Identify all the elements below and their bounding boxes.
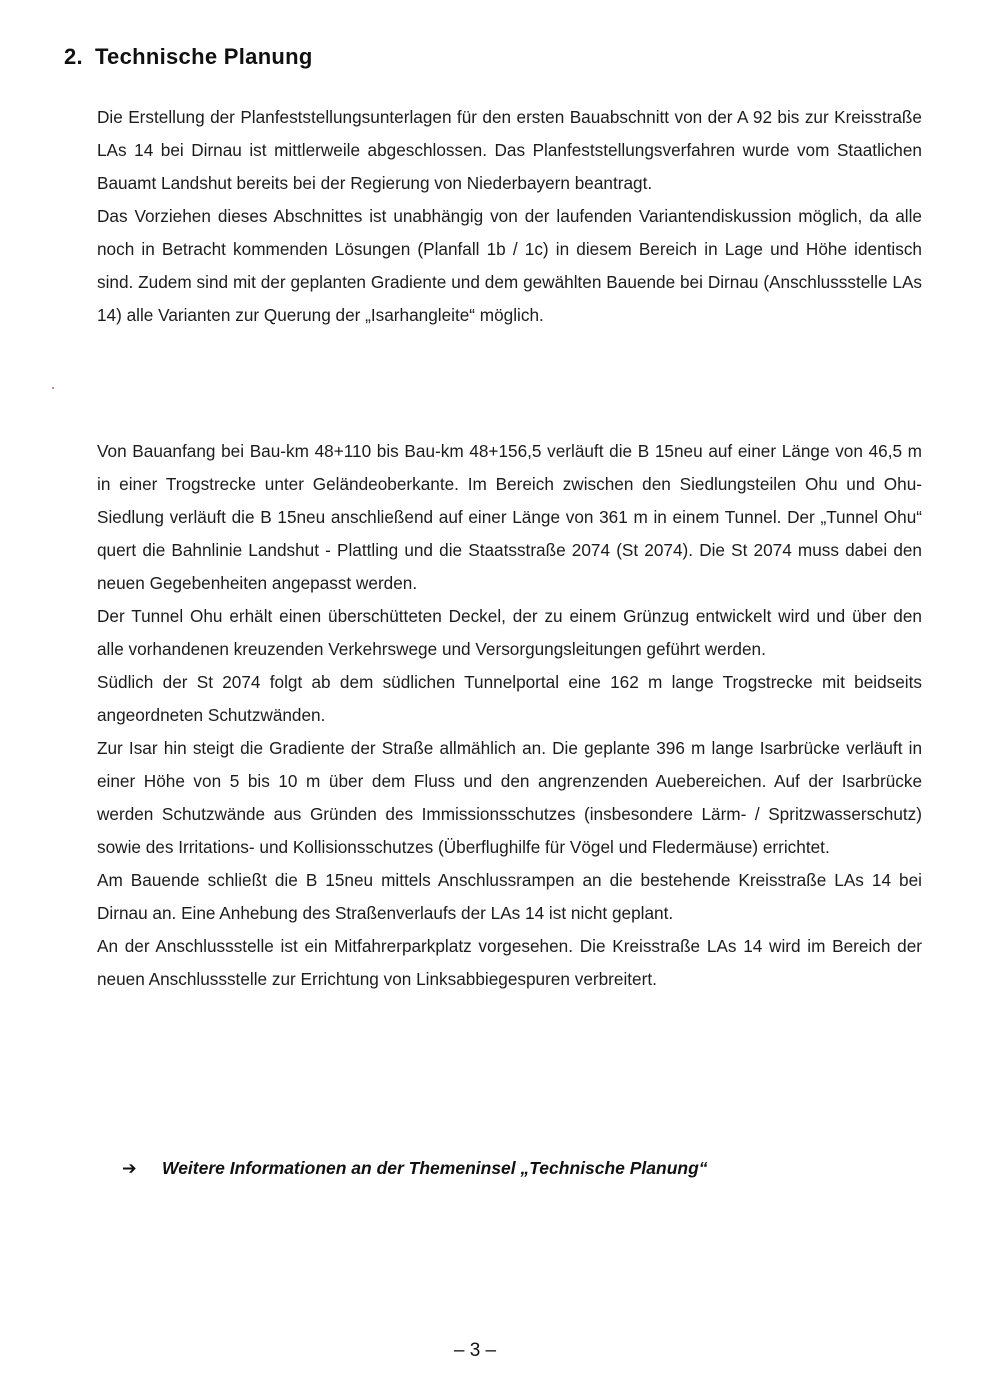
- scan-speck: [52, 387, 54, 389]
- section-heading: [64, 44, 313, 70]
- paragraph: Zur Isar hin steigt die Gradiente der Straße allmählich an. Die geplante 396 m lange Isarbrücke verläuft in einer Höhe von 5 bis 10 m über dem Fluss und den angrenzenden Auebereichen. Auf der Isarbrücke werden Schutzwände aus Gründen des Immissionsschutzes (insbesondere Lärm- / Spritzwasserschutz) sowie des Irritations- und Kollisionsschutzes (Überflughilfe für Vögel und Fledermäuse) errichtet.: [97, 738, 922, 857]
- paragraph: Von Bauanfang bei Bau-km 48+110 bis Bau-km 48+156,5 verläuft die B 15neu auf einer Länge von 46,5 m in einer Trogstrecke unter Geländeoberkante. Im Bereich zwischen den Siedlungsteilen Ohu und Ohu-Siedlung verläuft die B 15neu anschließend auf einer Länge von 361 m in einem Tunnel. Der „Tunnel Ohu“ quert die Bahnlinie Landshut - Plattling und die Staatsstraße 2074 (St 2074). Die St 2074 muss dabei den neuen Gegebenheiten angepasst werden.: [97, 441, 922, 593]
- further-info-note: [122, 1158, 708, 1179]
- route-description-block: [97, 435, 922, 996]
- paragraph: Die Erstellung der Planfeststellungsunterlagen für den ersten Bauabschnitt von der A 92 bis zur Kreisstraße LAs 14 bei Dirnau ist mittlerweile abgeschlossen. Das Planfeststellungsverfahren wurde vom Staatlichen Bauamt Landshut bereits bei der Regierung von Niederbayern beantragt.: [97, 107, 922, 193]
- paragraph: Südlich der St 2074 folgt ab dem südlichen Tunnelportal eine 162 m lange Trogstrecke mit beidseits angeordneten Schutzwänden.: [97, 672, 922, 725]
- paragraph: Am Bauende schließt die B 15neu mittels Anschlussrampen an die bestehende Kreisstraße LAs 14 bei Dirnau an. Eine Anhebung des Straßenverlaufs der LAs 14 ist nicht geplant.: [97, 870, 922, 923]
- section-number: 2.: [64, 44, 83, 69]
- further-info-text: Weitere Informationen an der Themeninsel „Technische Planung“: [162, 1158, 708, 1178]
- paragraph: Der Tunnel Ohu erhält einen überschütteten Deckel, der zu einem Grünzug entwickelt wird und über den alle vorhandenen kreuzenden Verkehrswege und Versorgungsleitungen geführt werden.: [97, 606, 922, 659]
- paragraph: An der Anschlussstelle ist ein Mitfahrerparkplatz vorgesehen. Die Kreisstraße LAs 14 wird im Bereich der neuen Anschlussstelle zur Errichtung von Linksabbiegespuren verbreitert.: [97, 936, 922, 989]
- section-title: Technische Planung: [94, 44, 313, 69]
- page-number: – 3 –: [453, 1340, 497, 1361]
- intro-text-block: [97, 101, 922, 332]
- arrow-right-icon: ➔: [122, 1158, 137, 1178]
- paragraph: Das Vorziehen dieses Abschnittes ist unabhängig von der laufenden Variantendiskussion möglich, da alle noch in Betracht kommenden Lösungen (Planfall 1b / 1c) in diesem Bereich in Lage und Höhe identisch sind. Zudem sind mit der geplanten Gradiente und dem gewählten Bauende bei Dirnau (Anschlussstelle LAs 14) alle Varianten zur Querung der „Isarhangleite“ möglich.: [97, 206, 922, 325]
